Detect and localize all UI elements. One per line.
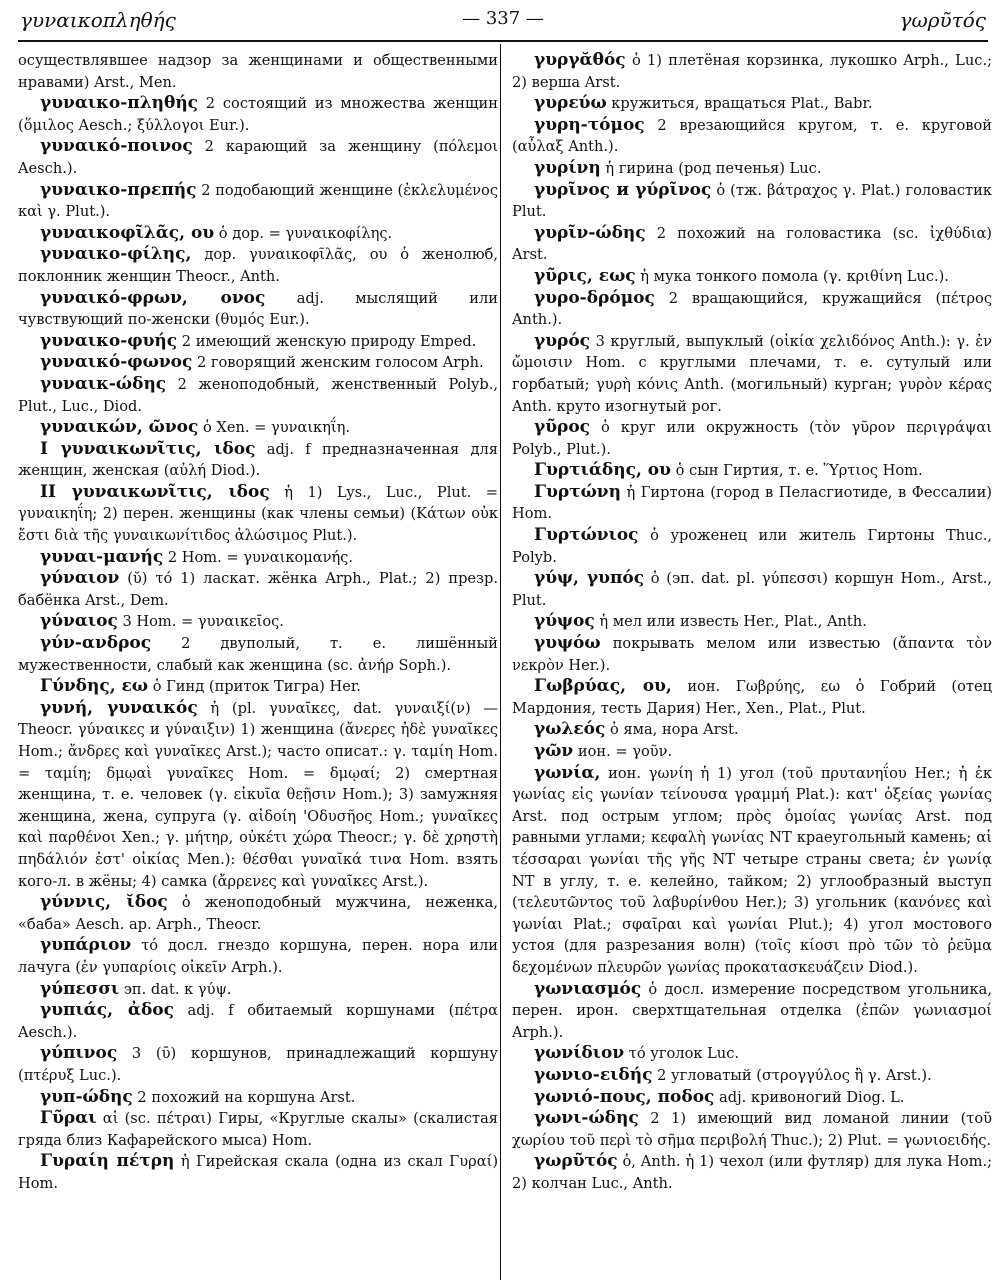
dictionary-entry (18, 1108, 498, 1151)
entry-definition: 2 имеющий женскую природу Emped. (177, 332, 477, 350)
entry-headword: γυνή, γυναικός (40, 697, 198, 718)
entry-definition: ἡ гирина (род печенья) Luc. (600, 159, 822, 177)
entry-definition: ὁ яма, нора Arst. (605, 721, 739, 739)
entry-definition: ἡ мел или известь Her., Plat., Anth. (594, 613, 867, 631)
dictionary-entry (512, 331, 992, 417)
entry-definition: 2 врезающийся кругом, т. е. круговой (αὖλαξ Anth.). (512, 116, 992, 156)
dictionary-entry (512, 93, 992, 115)
entry-headword: γυρῖν-ώδης (534, 222, 646, 243)
entry-definition: τό уголок Luc. (624, 1045, 740, 1063)
entry-definition: ὁ дор. = γυναικοφίλης. (214, 224, 393, 242)
entry-headword: γυναικό-φωνος (40, 352, 193, 373)
dictionary-entry (18, 180, 498, 223)
entry-definition: ὁ 1) плетёная корзинка, лукошко Arph., Luc.; 2) верша Arst. (512, 52, 992, 91)
entry-definition: 2 вращающийся, кружащийся (πέτρος Anth.). (512, 289, 992, 329)
entry-definition: (ῠ) τό 1) ласкат. жёнка Arph., Plat.; 2) презр. бабёнка Arst., Dem. (18, 570, 498, 609)
entry-definition: ἡ 1) Lys., Luc., Plut. = γυναικηΐη; 2) перен. женщины (как члены семьи) (Κάτων οὐκ ἔστι διὰ τῆς γυναικωνίτιδος ἁλώσιμος Plut.). (18, 483, 498, 545)
dictionary-entry (512, 741, 992, 763)
dictionary-entry (18, 244, 498, 287)
entry-headword: γυρεύω (534, 93, 607, 114)
entry-headword: γῶν (534, 741, 574, 761)
dictionary-entry (18, 417, 498, 439)
dictionary-entry (512, 1151, 992, 1194)
dictionary-entry (512, 180, 992, 223)
entry-definition: ὁ (тж. βάτραχος γ. Plat.) головастик Plut. (512, 181, 992, 221)
dictionary-entry (18, 547, 498, 569)
dictionary-entry (18, 892, 498, 935)
entry-headword: γυναικο-πρεπής (40, 179, 197, 200)
dictionary-entry (512, 460, 992, 482)
dictionary-entry (512, 115, 992, 158)
dictionary-entry (512, 417, 992, 460)
entry-headword: γωνίδιον (534, 1043, 625, 1064)
dictionary-entry (18, 93, 498, 136)
dictionary-entry (18, 136, 498, 179)
entry-definition: ὁ круг или окружность (τὸν γῦρον περιγράψαι Polyb., Plut.). (512, 419, 992, 458)
dictionary-entry (18, 482, 498, 547)
dictionary-entry (18, 1043, 498, 1086)
dictionary-entry (512, 979, 992, 1044)
dictionary-entry (18, 223, 498, 245)
page-number: — 337 — (462, 8, 544, 29)
dictionary-entry (18, 935, 498, 978)
entry-definition: adj. f предназначенная для женщин, женская (αὐλή Diod.). (18, 440, 498, 480)
entry-headword: γυργᾰθός (534, 50, 626, 70)
entry-headword: γωνία, (534, 762, 601, 783)
dictionary-entry (18, 374, 498, 417)
entry-headword: γυρίνη (534, 157, 601, 178)
running-head-left: γυναικοπληθής (20, 8, 176, 32)
entry-definition: ἡ Гиртона (город в Пеласгиотиде, в Фессалии) Hom. (512, 483, 992, 523)
entry-headword: Γυρτώνη (534, 481, 621, 502)
entry-headword: Γυρτιάδης, ου (534, 460, 671, 481)
entry-headword: γύπινος (40, 1043, 118, 1064)
entry-definition: ὁ досл. измерение посредством угольника, перен. ирон. сверхтщательная отделка (ἐπῶν γωνιασμοί Arph.). (512, 980, 992, 1041)
dictionary-entry (512, 611, 992, 633)
dictionary-entry (512, 223, 992, 266)
entry-headword: γύννις, ῐδος (40, 892, 168, 913)
entry-headword: γύν-ανδρος (40, 633, 152, 654)
entry-definition: 2 состоящий из множества женщин (ὅμιλος Aesch.; ξύλλογοι Eur.). (18, 95, 498, 134)
entry-headword: Γῦραι (40, 1108, 97, 1129)
dictionary-entry (512, 158, 992, 180)
entry-definition: ὁ (эп. dat. pl. γύπεσσι) коршун Hom., Arst., Plut. (512, 570, 992, 609)
entry-definition: ἡ мука тонкого помола (γ. κριθίνη Luc.). (635, 267, 949, 285)
entry-headword: γωνιό-πους, ποδος (534, 1086, 715, 1107)
dictionary-entry (512, 266, 992, 288)
dictionary-entry (18, 611, 498, 633)
entry-headword: γύναιος (40, 611, 118, 632)
entry-headword: γυναικο-φίλης, (40, 244, 192, 265)
entry-definition: ὁ уроженец или житель Гиртоны Thuc., Polyb. (512, 527, 992, 566)
entry-definition: ὁ Гинд (приток Тигра) Her. (148, 678, 361, 696)
entry-headword: I γυναικωνῖτις, ιδος (40, 438, 256, 459)
entry-headword: γῦρος (534, 417, 591, 438)
entry-definition: 2 Hom. = γυναικομανής. (163, 548, 353, 566)
entry-definition: ὁ женоподобный мужчина, неженка, «баба» Aesch. ap. Arph., Theocr. (18, 894, 498, 933)
entry-headword: γυπ-ώδης (40, 1086, 133, 1107)
dictionary-entry (512, 1087, 992, 1109)
right-column (512, 50, 992, 1278)
dictionary-entry (512, 676, 992, 719)
entry-definition: 2 говорящий женским голосом Arph. (192, 354, 484, 372)
entry-definition: adj. кривоногий Diog. L. (714, 1088, 905, 1106)
dictionary-entry (18, 352, 498, 374)
running-head-right: γωρῦτός (899, 8, 986, 32)
dictionary-entry (512, 288, 992, 331)
dictionary-entry (512, 482, 992, 525)
entry-headword: γυρη-τόμος (534, 114, 645, 135)
dictionary-entry (18, 676, 498, 698)
entry-headword: γυναικοφῖλᾶς, ου (40, 222, 215, 243)
dictionary-entry (512, 1043, 992, 1065)
entry-headword: Γυρτώνιος (534, 525, 639, 546)
entry-headword: γυρο-δρόμος (534, 287, 655, 308)
entry-headword: γωρῦτός (534, 1151, 618, 1172)
entry-headword: γωνιο-ειδής (534, 1064, 653, 1085)
dictionary-entry (512, 1108, 992, 1151)
dictionary-entry (18, 1151, 498, 1194)
entry-definition: adj. f обитаемый коршунами (πέτρα Aesch.). (18, 1002, 498, 1041)
entry-definition: 2 похожий на головастика (sc. ἰχθύδια) Arst. (512, 224, 992, 264)
entry-definition: τό досл. гнездо коршуна, перен. нора или лачуга (ἐν γυπαρίοις οἰκεῖν Arph.). (18, 937, 498, 976)
page-header (20, 8, 986, 38)
entry-definition: ὁ, Anth. ἡ 1) чехол (или футляр) для лука Hom.; 2) колчан Luc., Anth. (512, 1153, 992, 1192)
dictionary-entry (18, 288, 498, 331)
header-rule (18, 40, 988, 42)
entry-definition: 2 двуполый, т. е. лишённый мужественности, слабый как женщина (sc. ἀνήρ Soph.). (18, 635, 498, 674)
entry-headword: γυναικο-πληθής (40, 93, 199, 114)
entry-headword: Γωβρύας, ου, (534, 676, 672, 697)
entry-headword: Γύνδης, εω (40, 676, 149, 697)
entry-headword: γυρός (534, 330, 591, 351)
dictionary-entry (18, 979, 498, 1001)
dictionary-entry (18, 331, 498, 353)
entry-definition: 3 круглый, выпуклый (οἰκία χελιδόνος Anth.): γ. ἐν ὤμοισιν Hom. с круглыми плечами, т. е. сутулый или горбатый; γυρὴ κόνις Anth. (могильный) курган; γυρὸν κέρας Anth. круто изогнутый рог. (512, 332, 992, 415)
entry-definition: эп. dat. к γύψ. (119, 980, 232, 998)
entry-definition: осуществлявшее надзор за женщинами и общественными нравами) Arst., Men. (18, 52, 498, 91)
dictionary-entry (18, 698, 498, 892)
dictionary-entry (512, 568, 992, 611)
dictionary-entry (18, 439, 498, 482)
entry-definition: adj. мыслящий или чувствующий по-женски (θυμός Eur.). (18, 289, 498, 329)
entry-headword: γυναικό-φρων, ονος (40, 287, 266, 308)
entry-definition: 3 Hom. = γυναικεῖος. (117, 613, 284, 631)
entry-definition: 2 похожий на коршуна Arst. (132, 1088, 356, 1106)
column-divider (500, 44, 501, 1280)
entry-headword: γωνιασμός (534, 978, 642, 999)
dictionary-entry (512, 525, 992, 568)
entry-headword: γῦρις, εως (534, 265, 636, 286)
entry-definition: αἱ (sc. πέτραι) Гиры, «Круглые скалы» (скалистая гряда близ Кафарейского мыса) Hom. (18, 1110, 498, 1149)
dictionary-entry (18, 568, 498, 611)
entry-definition: ὁ сын Гиртия, т. е. Ὕρτιος Hom. (670, 462, 923, 480)
left-column (18, 50, 498, 1278)
entry-headword: γωλεός (534, 719, 606, 740)
entry-headword: γυναικ-ώδης (40, 373, 167, 394)
entry-headword: II γυναικωνῖτις, ιδος (40, 481, 270, 502)
entry-definition: 2 карающий за женщину (πόλεμοι Aesch.). (18, 138, 498, 177)
dictionary-entry (18, 1087, 498, 1109)
entry-definition: ион. = γοῦν. (573, 743, 673, 760)
entry-headword: γυναικό-ποινος (40, 136, 193, 157)
entry-definition: дор. γυναικοφῖλᾶς, ου ὁ женолюб, поклонник женщин Theocr., Anth. (18, 246, 498, 285)
entry-definition: 2 женоподобный, женственный Polyb., Plut., Luc., Diod. (18, 375, 498, 415)
dictionary-entry (512, 719, 992, 741)
entry-headword: γυπιάς, ἀδος (40, 1000, 174, 1021)
entry-definition: покрывать мелом или известью (ἄπαντα τὸν νεκρὸν Her.). (512, 635, 992, 674)
entry-headword: γυναικο-φυής (40, 330, 178, 351)
dictionary-entry (512, 763, 992, 979)
entry-definition: ион. γωνίη ἡ 1) угол (τοῦ πρυτανηΐου Her.; ἡ ἐκ γωνίας εἰς γωνίαν τείνουσα γραμμή Plat.): κατ' ὀξείας γωνίας Arst. под острым углом; πρὸς ὁμοίας γωνίας Arst. под равными углами; κεφαλὴ γωνίας NT краеугольный камень; αἱ τέσσαραι γωνίαι τῆς γῆς NT четыре страны света; ἐν γωνίᾳ NT в углу, т. е. келейно, тайком; 2) углообразный выступ (τελευτῶντος τοῦ λαβυρίνθου Her.); 3) угольник (κανόνες καὶ γωνίαι Plat.; σφαῖραι καὶ γωνίαι Plut.); 4) угол мостового устоя (для разрезания волн) (τοῖς κίοσι πρὸ τῶν τὸ ῥεῦμα δεχομένων πλευρῶν γωνίας προκατασκευάζειν Diod.). (512, 764, 992, 976)
dictionary-entry (18, 50, 498, 93)
entry-headword: γυναι-μανής (40, 546, 164, 567)
dictionary-entry (512, 633, 992, 676)
dictionary-entry (512, 1065, 992, 1087)
entry-definition: ἡ (pl. γυναῖκες, dat. γυναιξί(ν) — Theocr. γύναικες и γύναιξιν) 1) женщина (ἄνερες ἠδὲ γυναῖκες Hom.; ἄνδρες καὶ γυναῖκες Arst.); часто описат.: γ. ταμίη Hom. = ταμίη; δμῳαὶ γυναῖκες Hom. = δμῳαί; 2) смертная женщина, т. е. человек (γ. εἰκυῖα θεῇσιν Hom.); 3) замужняя женщина, жена, супруга (γ. αἰδοίη 'Οδυσῆος Hom.; γυναῖκες καὶ παρθένοι Xen.; γ. μήτηρ, οὐκέτι χώρα Theocr.; γ. δὲ χρηστὴ πηδάλιόν ἐστ' οἰκίας Men.): θέσθαι γυναῖκά τινα Hom. взять кого-л. в жёны; 4) самка (ἄρρενες καὶ γυναῖκες Arst.). (18, 699, 498, 890)
dictionary-entry (512, 50, 992, 93)
entry-headword: γωνι-ώδης (534, 1108, 639, 1129)
entry-headword: γύπεσσι (40, 978, 120, 999)
entry-definition: ὁ Xen. = γυναικηΐη. (198, 419, 351, 437)
dictionary-entry (18, 1000, 498, 1043)
entry-definition: ἡ Гирейская скала (одна из скал Γυραί) Hom. (18, 1153, 498, 1192)
entry-headword: γυναικών, ῶνος (40, 417, 199, 438)
entry-definition: 2 подобающий женщине (ἐκλελυμένος καὶ γ. Plut.). (18, 181, 498, 221)
entry-headword: γυρῖνος и γύρῖνος (534, 179, 712, 200)
entry-headword: γύψος (534, 611, 595, 632)
entry-definition: 2 угловатый (στρογγύλος ἢ γ. Arst.). (652, 1066, 932, 1084)
entry-definition: ион. Γωβρύης, εω ὁ Гобрий (отец Мардония, тесть Дария) Her., Xen., Plat., Plut. (512, 678, 992, 717)
entry-definition: 2 1) имеющий вид ломаной линии (τοῦ χωρίου τοῦ περὶ τὸ σῆμα περιβολή Thuc.); 2) Plut. = γωνιοειδής. (512, 1110, 992, 1149)
entry-headword: γύναιον (40, 568, 120, 589)
entry-headword: Γυραίη πέτρη (40, 1151, 175, 1172)
entry-headword: γυπάριον (40, 935, 132, 956)
entry-definition: кружиться, вращаться Plat., Babr. (606, 95, 873, 113)
entry-headword: γυψόω (534, 633, 601, 654)
entry-definition: 3 (ῡ) коршунов, принадлежащий коршуну (πτέρυξ Luc.). (18, 1045, 498, 1084)
entry-headword: γύψ, γυπός (534, 568, 645, 589)
dictionary-entry (18, 633, 498, 676)
